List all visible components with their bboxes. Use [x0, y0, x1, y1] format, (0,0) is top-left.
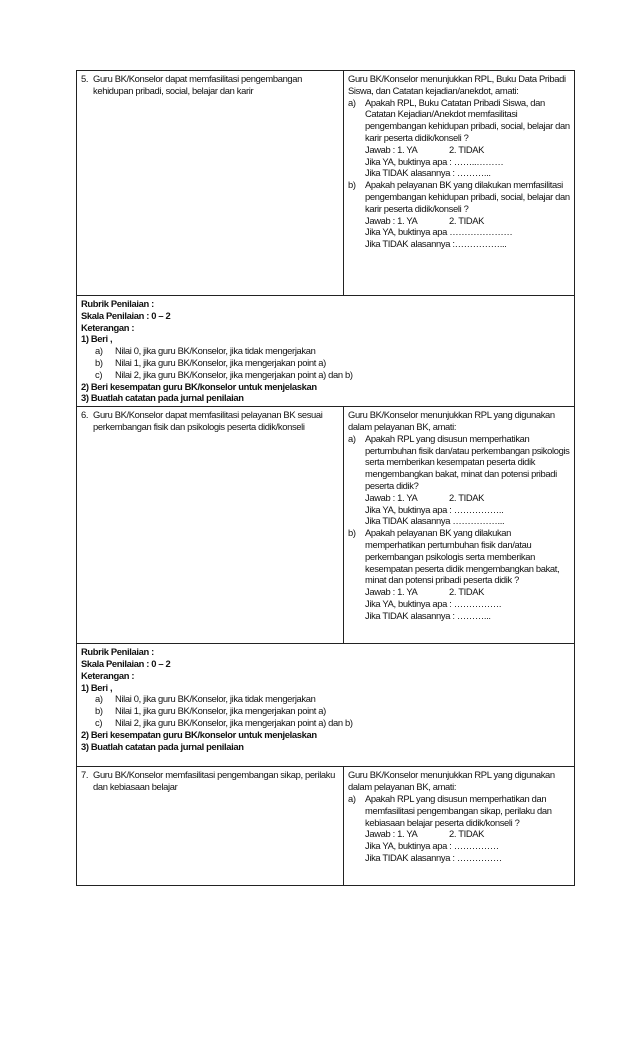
rubric-option-letter: a): [95, 693, 103, 705]
observation-intro: Guru BK/Konselor menunjukkan RPL, Buku Data Pribadi Siswa, dan Catatan kejadian/anekdot, amati:: [348, 73, 566, 96]
question-letter: a): [348, 96, 356, 108]
answer-ya: Jawab : 1. YA: [365, 586, 418, 598]
rubric-row: [77, 644, 575, 767]
rubric-step-2: 2) Beri kesempatan guru BK/konselor untuk menjelaskan: [81, 728, 317, 740]
answer-ya: Jawab : 1. YA: [365, 828, 418, 840]
item-criterion-text: Guru BK/Konselor dapat memfasilitasi pelayanan BK sesuai perkembangan fisik dan psikologis peserta didik/konseli: [93, 409, 323, 432]
answer-ya: Jawab : 1. YA: [365, 214, 418, 226]
item-observation: [344, 71, 575, 296]
rubric-option-letter: c): [95, 716, 103, 728]
rubric-scale: Skala Penilaian : 0 – 2: [81, 657, 171, 669]
rubric-option-text: Nilai 0, jika guru BK/Konselor, jika tidak mengerjakan: [115, 345, 316, 357]
answer-tidak: 2. TIDAK: [449, 491, 485, 503]
answer-jika-ya: Jika YA, buktinya apa …………………: [365, 226, 513, 238]
question-letter: a): [348, 432, 356, 444]
observation-intro: Guru BK/Konselor menunjukkan RPL yang digunakan dalam pelayanan BK, amati:: [348, 769, 555, 793]
item-row-5: [77, 71, 575, 296]
question-text: Apakah RPL, Buku Catatan Pribadi Siswa, dan Catatan Kejadian/Anekdot memfasilitasi pengembangan kehidupan pribadi, social, belajar dan karir peserta didik/konseli ?: [365, 96, 570, 143]
document-page: [76, 70, 570, 886]
rubric-option-text: Nilai 1, jika guru BK/Konselor, jika mengerjakan point a): [115, 705, 326, 717]
question-text: Apakah RPL yang disusun memperhatikan pertumbuhan fisik dan/atau perkembangan psikologis serta memberikan kesempatan peserta didik mengembangkan bakat, minat dan potensi pribadi peserta didik?: [365, 432, 570, 491]
question-text: Apakah RPL yang disusun memperhatikan dan memfasilitasi pengembangan sikap, perilaku dan kebiasaan belajar peserta didik/konseli ?: [365, 792, 552, 828]
answer-jika-tidak: Jika TIDAK alasannya :……………...: [365, 238, 507, 250]
item-criterion: [77, 407, 344, 644]
rubric-scale: Skala Penilaian : 0 – 2: [81, 309, 171, 321]
question-letter: b): [348, 179, 356, 191]
question-text: Apakah pelayanan BK yang dilakukan memperhatikan pertumbuhan fisik dan/atau perkembangan psikologis serta memberikan kesempatan peserta didik mengembangkan bakat, minat dan potensi pribadi peserta didik ?: [365, 527, 560, 586]
item-criterion: [77, 767, 344, 886]
question-letter: b): [348, 527, 356, 539]
answer-jika-ya: Jika YA, buktinya apa : …………….: [365, 597, 502, 609]
answer-tidak: 2. TIDAK: [449, 828, 485, 840]
question-letter: a): [348, 792, 356, 804]
rubric-option-text: Nilai 0, jika guru BK/Konselor, jika tidak mengerjakan: [115, 693, 316, 705]
item-row-7: [77, 767, 575, 886]
rubric-option-text: Nilai 2, jika guru BK/Konselor, jika mengerjakan point a) dan b): [115, 716, 353, 728]
answer-jika-ya: Jika YA, buktinya apa : ……………: [365, 840, 499, 852]
item-criterion-text: Guru BK/Konselor memfasilitasi pengembangan sikap, perilaku dan kebiasaan belajar: [93, 769, 335, 793]
answer-tidak: 2. TIDAK: [449, 586, 485, 598]
item-observation: [344, 407, 575, 644]
rubric-cell: [77, 644, 575, 767]
answer-tidak: 2. TIDAK: [449, 143, 485, 155]
answer-tidak: 2. TIDAK: [449, 214, 485, 226]
item-row-6: [77, 407, 575, 644]
assessment-table: [76, 70, 575, 886]
answer-jika-tidak: Jika TIDAK alasannya : ………...: [365, 167, 491, 179]
item-criterion-text: Guru BK/Konselor dapat memfasilitasi pengembangan kehidupan pribadi, social, belajar dan karir: [93, 73, 303, 96]
rubric-cell: [77, 296, 575, 407]
question-text: Apakah pelayanan BK yang dilakukan memfasilitasi pengembangan kehidupan pribadi, social, belajar dan karir peserta didik/konseli ?: [365, 179, 570, 214]
rubric-option-letter: b): [95, 705, 103, 717]
answer-jika-tidak: Jika TIDAK alasannya : ………...: [365, 609, 491, 621]
rubric-option-text: Nilai 1, jika guru BK/Konselor, jika mengerjakan point a): [115, 356, 326, 368]
rubric-title: Rubrik Penilaian :: [81, 298, 154, 309]
rubric-title: Rubrik Penilaian :: [81, 646, 154, 658]
rubric-step-3: 3) Buatlah catatan pada jurnal penilaian: [81, 392, 244, 404]
answer-ya: Jawab : 1. YA: [365, 143, 418, 155]
item-number: 7.: [81, 769, 89, 781]
rubric-row: [77, 296, 575, 407]
rubric-option-letter: a): [95, 345, 103, 357]
item-criterion: [77, 71, 344, 296]
answer-jika-tidak: Jika TIDAK alasannya : ……………: [365, 851, 502, 863]
answer-jika-ya: Jika YA, buktinya apa : ……..………: [365, 155, 504, 167]
rubric-option-text: Nilai 2, jika guru BK/Konselor, jika mengerjakan point a) dan b): [115, 368, 353, 380]
rubric-option-letter: c): [95, 368, 103, 380]
rubric-step-1: 1) Beri ,: [81, 681, 113, 693]
item-number: 5.: [81, 73, 89, 84]
item-number: 6.: [81, 409, 89, 421]
rubric-keterangan: Keterangan :: [81, 321, 135, 333]
item-observation: [344, 767, 575, 886]
rubric-option-letter: b): [95, 356, 103, 368]
rubric-step-3: 3) Buatlah catatan pada jurnal penilaian: [81, 740, 244, 752]
answer-jika-tidak: Jika TIDAK alasannya ……………...: [365, 515, 505, 527]
rubric-step-2: 2) Beri kesempatan guru BK/konselor untuk menjelaskan: [81, 380, 317, 392]
rubric-keterangan: Keterangan :: [81, 669, 135, 681]
observation-intro: Guru BK/Konselor menunjukkan RPL yang digunakan dalam pelayanan BK, amati:: [348, 409, 555, 432]
answer-ya: Jawab : 1. YA: [365, 491, 418, 503]
rubric-step-1: 1) Beri ,: [81, 333, 113, 345]
answer-jika-ya: Jika YA, buktinya apa : ……………..: [365, 503, 504, 515]
